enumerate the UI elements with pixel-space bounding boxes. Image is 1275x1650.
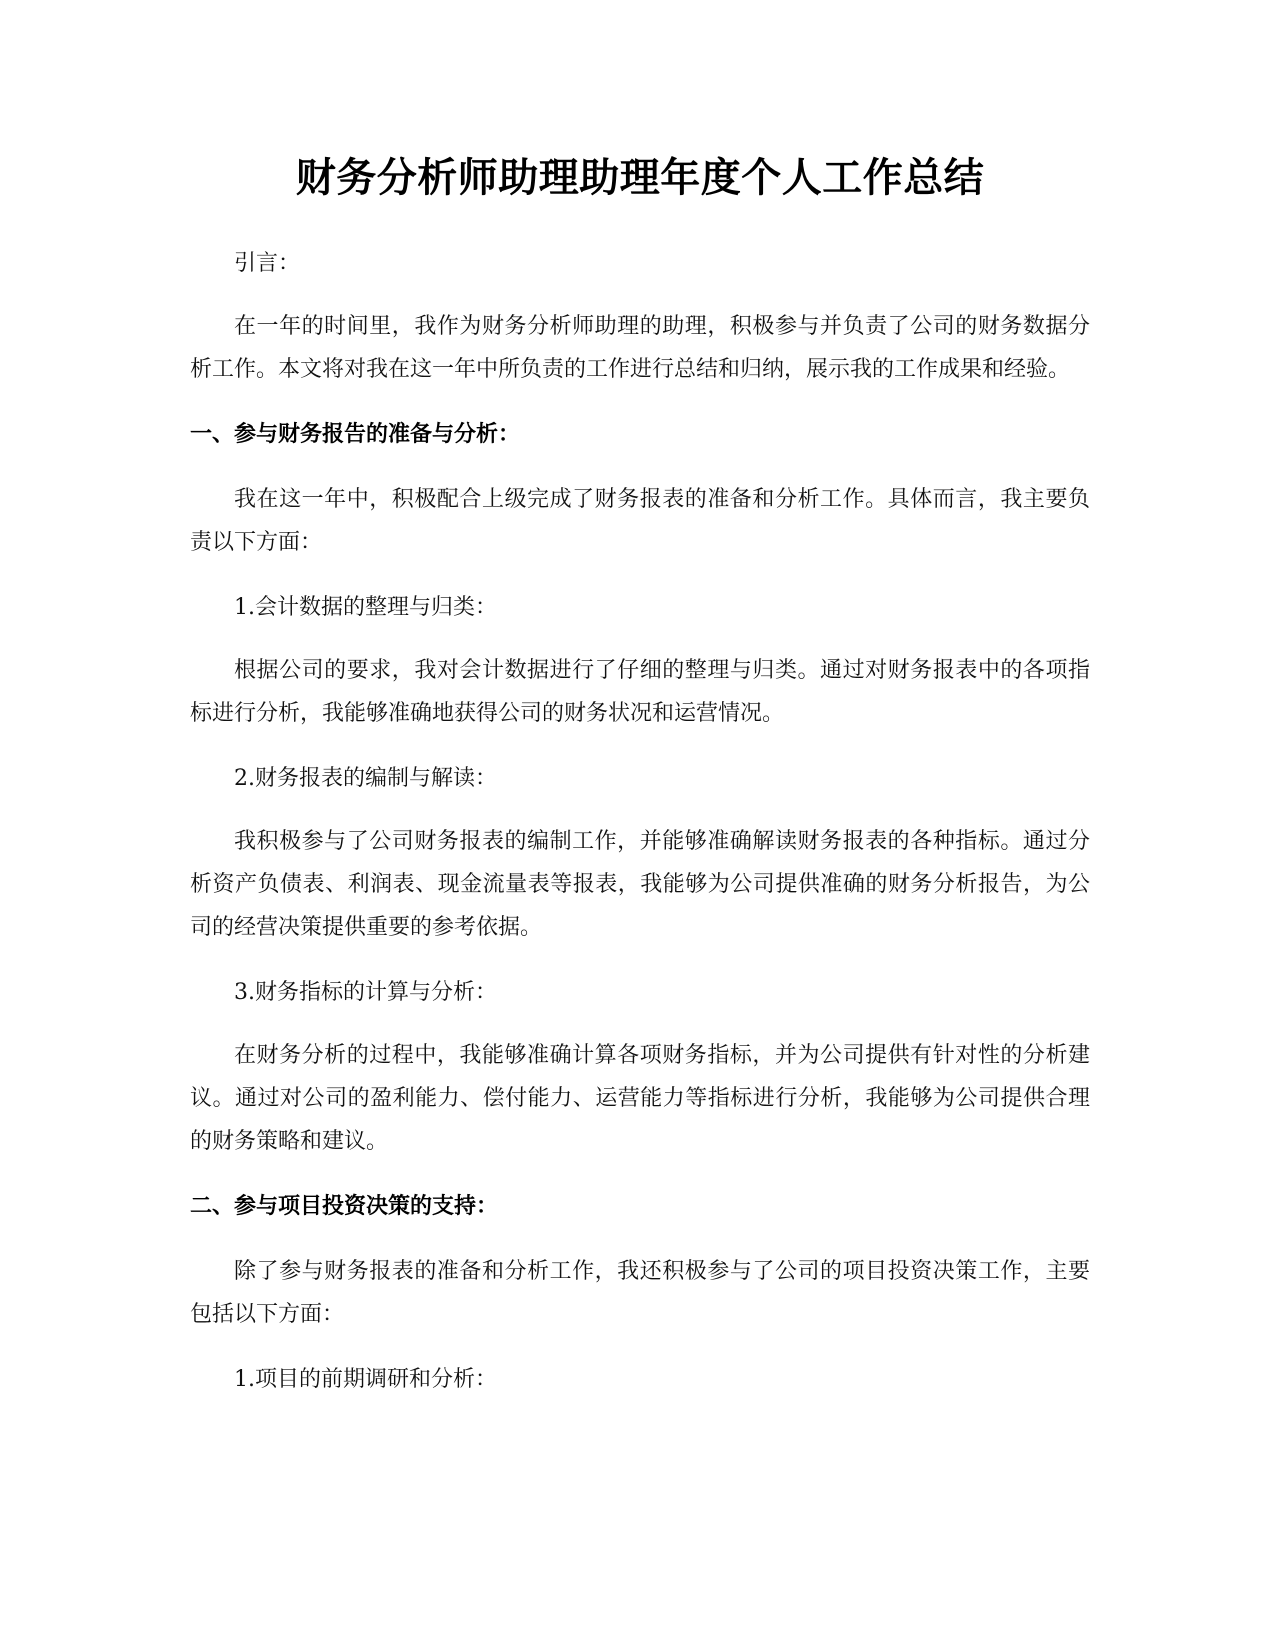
section1-item-1-title: 1.会计数据的整理与归类： (234, 595, 497, 620)
section2-item-1-title: 1.项目的前期调研和分析： (234, 1367, 497, 1392)
intro-paragraph: 在一年的时间里，我作为财务分析师助理的助理，积极参与并负责了公司的财务数据分析工作。本文将对我在这一年中所负责的工作进行总结和归纳，展示我的工作成果和经验。 (190, 314, 1090, 382)
section-heading-2: 二、参与项目投资决策的支持： (190, 1194, 499, 1219)
document-body (190, 150, 1090, 1421)
section1-item-2-title: 2.财务报表的编制与解读： (234, 766, 497, 791)
section1-item-2-paragraph: 我积极参与了公司财务报表的编制工作，并能够准确解读财务报表的各种指标。通过分析资产负债表、利润表、现金流量表等报表，我能够为公司提供准确的财务分析报告，为公司的经营决策提供重要的参考依据。 (190, 829, 1090, 940)
intro-label: 引言： (234, 251, 301, 276)
document-title: 财务分析师助理助理年度个人工作总结 (295, 155, 985, 201)
section-heading-1: 一、参与财务报告的准备与分析： (190, 422, 521, 447)
section1-item-3-title: 3.财务指标的计算与分析： (234, 980, 497, 1005)
section2-intro-paragraph: 除了参与财务报表的准备和分析工作，我还积极参与了公司的项目投资决策工作，主要包括以下方面： (190, 1259, 1090, 1327)
section1-item-3-paragraph: 在财务分析的过程中，我能够准确计算各项财务指标，并为公司提供有针对性的分析建议。通过对公司的盈利能力、偿付能力、运营能力等指标进行分析，我能够为公司提供合理的财务策略和建议。 (190, 1043, 1090, 1154)
section1-item-1-paragraph: 根据公司的要求，我对会计数据进行了仔细的整理与归类。通过对财务报表中的各项指标进行分析，我能够准确地获得公司的财务状况和运营情况。 (190, 658, 1090, 726)
section1-intro-paragraph: 我在这一年中，积极配合上级完成了财务报表的准备和分析工作。具体而言，我主要负责以下方面： (190, 487, 1090, 555)
